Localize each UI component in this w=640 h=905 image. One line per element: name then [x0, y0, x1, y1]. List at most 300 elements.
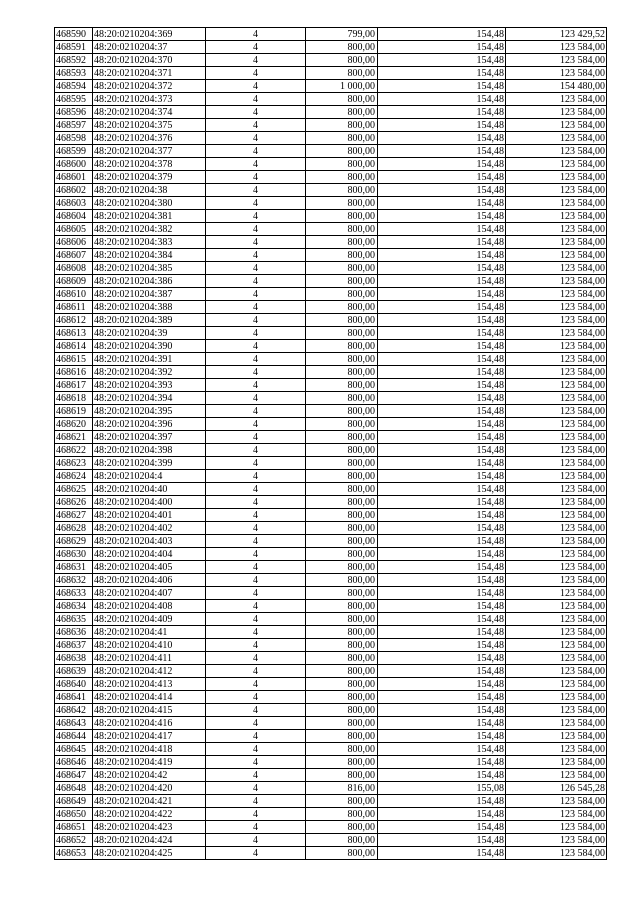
cadastral-number-cell: 48:20:0210204:398: [93, 444, 206, 457]
row-number-cell: 468623: [55, 457, 93, 470]
cadastral-number-cell: 48:20:0210204:370: [93, 54, 206, 67]
cadastral-number-cell: 48:20:0210204:41: [93, 626, 206, 639]
table-row: [55, 431, 607, 444]
group-cell: 4: [206, 93, 306, 106]
specific-value-cell: 154,48: [378, 444, 506, 457]
table-row: [55, 314, 607, 327]
row-number-cell: 468614: [55, 340, 93, 353]
row-number-cell: 468616: [55, 366, 93, 379]
cadastral-number-cell: 48:20:0210204:408: [93, 600, 206, 613]
area-cell: 800,00: [306, 249, 378, 262]
group-cell: 4: [206, 392, 306, 405]
cadastral-value-cell: 123 584,00: [506, 249, 607, 262]
table-row: [55, 470, 607, 483]
area-cell: 800,00: [306, 340, 378, 353]
row-number-cell: 468649: [55, 795, 93, 808]
group-cell: 4: [206, 210, 306, 223]
group-cell: 4: [206, 132, 306, 145]
area-cell: 800,00: [306, 119, 378, 132]
cadastral-value-cell: 123 584,00: [506, 132, 607, 145]
table-row: [55, 327, 607, 340]
cadastral-number-cell: 48:20:0210204:421: [93, 795, 206, 808]
area-cell: 800,00: [306, 470, 378, 483]
specific-value-cell: 154,48: [378, 314, 506, 327]
row-number-cell: 468635: [55, 613, 93, 626]
area-cell: 800,00: [306, 379, 378, 392]
specific-value-cell: 154,48: [378, 353, 506, 366]
specific-value-cell: 155,08: [378, 782, 506, 795]
cadastral-value-cell: 123 584,00: [506, 522, 607, 535]
row-number-cell: 468626: [55, 496, 93, 509]
cadastral-number-cell: 48:20:0210204:425: [93, 847, 206, 860]
cadastral-value-cell: 123 584,00: [506, 158, 607, 171]
specific-value-cell: 154,48: [378, 821, 506, 834]
specific-value-cell: 154,48: [378, 470, 506, 483]
group-cell: 4: [206, 717, 306, 730]
cadastral-value-cell: 123 584,00: [506, 275, 607, 288]
cadastral-value-cell: 123 584,00: [506, 704, 607, 717]
area-cell: 800,00: [306, 483, 378, 496]
group-cell: 4: [206, 418, 306, 431]
table-row: [55, 171, 607, 184]
specific-value-cell: 154,48: [378, 483, 506, 496]
row-number-cell: 468610: [55, 288, 93, 301]
specific-value-cell: 154,48: [378, 405, 506, 418]
group-cell: 4: [206, 379, 306, 392]
row-number-cell: 468637: [55, 639, 93, 652]
cadastral-number-cell: 48:20:0210204:389: [93, 314, 206, 327]
table-row: [55, 613, 607, 626]
specific-value-cell: 154,48: [378, 665, 506, 678]
specific-value-cell: 154,48: [378, 171, 506, 184]
cadastral-number-cell: 48:20:0210204:375: [93, 119, 206, 132]
row-number-cell: 468611: [55, 301, 93, 314]
table-row: [55, 262, 607, 275]
cadastral-value-cell: 123 584,00: [506, 743, 607, 756]
row-number-cell: 468606: [55, 236, 93, 249]
group-cell: 4: [206, 847, 306, 860]
table-row: [55, 730, 607, 743]
row-number-cell: 468621: [55, 431, 93, 444]
table-row: [55, 106, 607, 119]
area-cell: 800,00: [306, 93, 378, 106]
group-cell: 4: [206, 28, 306, 41]
area-cell: 800,00: [306, 587, 378, 600]
group-cell: 4: [206, 262, 306, 275]
area-cell: 800,00: [306, 678, 378, 691]
row-number-cell: 468609: [55, 275, 93, 288]
cadastral-number-cell: 48:20:0210204:424: [93, 834, 206, 847]
area-cell: 800,00: [306, 132, 378, 145]
cadastral-value-cell: 123 584,00: [506, 821, 607, 834]
row-number-cell: 468607: [55, 249, 93, 262]
group-cell: 4: [206, 704, 306, 717]
row-number-cell: 468645: [55, 743, 93, 756]
row-number-cell: 468620: [55, 418, 93, 431]
specific-value-cell: 154,48: [378, 236, 506, 249]
specific-value-cell: 154,48: [378, 522, 506, 535]
area-cell: 800,00: [306, 769, 378, 782]
cadastral-value-cell: 123 584,00: [506, 106, 607, 119]
group-cell: 4: [206, 574, 306, 587]
cadastral-value-cell: 123 584,00: [506, 600, 607, 613]
group-cell: 4: [206, 509, 306, 522]
area-cell: 800,00: [306, 535, 378, 548]
table-row: [55, 652, 607, 665]
cadastral-value-cell: 123 584,00: [506, 639, 607, 652]
table-row: [55, 639, 607, 652]
specific-value-cell: 154,48: [378, 119, 506, 132]
row-number-cell: 468598: [55, 132, 93, 145]
cadastral-number-cell: 48:20:0210204:384: [93, 249, 206, 262]
specific-value-cell: 154,48: [378, 795, 506, 808]
specific-value-cell: 154,48: [378, 678, 506, 691]
specific-value-cell: 154,48: [378, 535, 506, 548]
specific-value-cell: 154,48: [378, 223, 506, 236]
row-number-cell: 468644: [55, 730, 93, 743]
row-number-cell: 468639: [55, 665, 93, 678]
cadastral-number-cell: 48:20:0210204:423: [93, 821, 206, 834]
specific-value-cell: 154,48: [378, 587, 506, 600]
area-cell: 800,00: [306, 444, 378, 457]
table-row: [55, 275, 607, 288]
table-row: [55, 145, 607, 158]
cadastral-value-cell: 123 584,00: [506, 366, 607, 379]
cadastral-value-cell: 123 584,00: [506, 652, 607, 665]
table-row: [55, 379, 607, 392]
group-cell: 4: [206, 431, 306, 444]
group-cell: 4: [206, 405, 306, 418]
table-row: [55, 54, 607, 67]
cadastral-number-cell: 48:20:0210204:411: [93, 652, 206, 665]
table-row: [55, 223, 607, 236]
table-row: [55, 93, 607, 106]
table-row: [55, 561, 607, 574]
group-cell: 4: [206, 197, 306, 210]
area-cell: 800,00: [306, 418, 378, 431]
row-number-cell: 468618: [55, 392, 93, 405]
specific-value-cell: 154,48: [378, 548, 506, 561]
group-cell: 4: [206, 314, 306, 327]
specific-value-cell: 154,48: [378, 288, 506, 301]
group-cell: 4: [206, 54, 306, 67]
row-number-cell: 468612: [55, 314, 93, 327]
row-number-cell: 468628: [55, 522, 93, 535]
cadastral-value-cell: 123 584,00: [506, 236, 607, 249]
specific-value-cell: 154,48: [378, 691, 506, 704]
group-cell: 4: [206, 834, 306, 847]
table-row: [55, 41, 607, 54]
row-number-cell: 468633: [55, 587, 93, 600]
group-cell: 4: [206, 145, 306, 158]
specific-value-cell: 154,48: [378, 704, 506, 717]
cadastral-value-cell: 123 584,00: [506, 67, 607, 80]
cadastral-number-cell: 48:20:0210204:404: [93, 548, 206, 561]
row-number-cell: 468652: [55, 834, 93, 847]
table-row: [55, 28, 607, 41]
group-cell: 4: [206, 743, 306, 756]
cadastral-value-cell: 123 584,00: [506, 730, 607, 743]
group-cell: 4: [206, 639, 306, 652]
cadastral-value-cell: 123 584,00: [506, 561, 607, 574]
table-row: [55, 808, 607, 821]
table-row: [55, 496, 607, 509]
cadastral-number-cell: 48:20:0210204:387: [93, 288, 206, 301]
group-cell: 4: [206, 652, 306, 665]
cadastral-number-cell: 48:20:0210204:381: [93, 210, 206, 223]
cadastral-number-cell: 48:20:0210204:391: [93, 353, 206, 366]
area-cell: 800,00: [306, 821, 378, 834]
table-row: [55, 444, 607, 457]
table-row: [55, 574, 607, 587]
cadastral-number-cell: 48:20:0210204:407: [93, 587, 206, 600]
specific-value-cell: 154,48: [378, 431, 506, 444]
group-cell: 4: [206, 782, 306, 795]
specific-value-cell: 154,48: [378, 28, 506, 41]
specific-value-cell: 154,48: [378, 275, 506, 288]
area-cell: 800,00: [306, 366, 378, 379]
row-number-cell: 468625: [55, 483, 93, 496]
group-cell: 4: [206, 223, 306, 236]
cadastral-value-cell: 123 584,00: [506, 756, 607, 769]
table-row: [55, 483, 607, 496]
row-number-cell: 468602: [55, 184, 93, 197]
area-cell: 800,00: [306, 275, 378, 288]
area-cell: 800,00: [306, 223, 378, 236]
row-number-cell: 468596: [55, 106, 93, 119]
table-row: [55, 249, 607, 262]
area-cell: 800,00: [306, 548, 378, 561]
area-cell: 800,00: [306, 288, 378, 301]
group-cell: 4: [206, 41, 306, 54]
table-row: [55, 587, 607, 600]
table-row: [55, 665, 607, 678]
group-cell: 4: [206, 340, 306, 353]
specific-value-cell: 154,48: [378, 366, 506, 379]
area-cell: 800,00: [306, 314, 378, 327]
specific-value-cell: 154,48: [378, 93, 506, 106]
row-number-cell: 468593: [55, 67, 93, 80]
cadastral-number-cell: 48:20:0210204:422: [93, 808, 206, 821]
area-cell: 800,00: [306, 236, 378, 249]
area-cell: 800,00: [306, 262, 378, 275]
area-cell: 800,00: [306, 457, 378, 470]
cadastral-number-cell: 48:20:0210204:401: [93, 509, 206, 522]
row-number-cell: 468640: [55, 678, 93, 691]
cadastral-number-cell: 48:20:0210204:415: [93, 704, 206, 717]
row-number-cell: 468604: [55, 210, 93, 223]
cadastral-value-cell: 123 584,00: [506, 691, 607, 704]
area-cell: 800,00: [306, 392, 378, 405]
row-number-cell: 468634: [55, 600, 93, 613]
group-cell: 4: [206, 171, 306, 184]
table-row: [55, 457, 607, 470]
cadastral-value-cell: 123 429,52: [506, 28, 607, 41]
cadastral-number-cell: 48:20:0210204:383: [93, 236, 206, 249]
specific-value-cell: 154,48: [378, 327, 506, 340]
specific-value-cell: 154,48: [378, 561, 506, 574]
row-number-cell: 468601: [55, 171, 93, 184]
table-row: [55, 288, 607, 301]
cadastral-number-cell: 48:20:0210204:385: [93, 262, 206, 275]
row-number-cell: 468603: [55, 197, 93, 210]
row-number-cell: 468594: [55, 80, 93, 93]
cadastral-number-cell: 48:20:0210204:382: [93, 223, 206, 236]
row-number-cell: 468591: [55, 41, 93, 54]
specific-value-cell: 154,48: [378, 834, 506, 847]
row-number-cell: 468595: [55, 93, 93, 106]
row-number-cell: 468632: [55, 574, 93, 587]
cadastral-number-cell: 48:20:0210204:373: [93, 93, 206, 106]
group-cell: 4: [206, 535, 306, 548]
specific-value-cell: 154,48: [378, 392, 506, 405]
table-row: [55, 834, 607, 847]
table-row: [55, 197, 607, 210]
group-cell: 4: [206, 249, 306, 262]
group-cell: 4: [206, 119, 306, 132]
specific-value-cell: 154,48: [378, 262, 506, 275]
cadastral-value-cell: 123 584,00: [506, 93, 607, 106]
specific-value-cell: 154,48: [378, 457, 506, 470]
table-row: [55, 847, 607, 860]
cadastral-number-cell: 48:20:0210204:377: [93, 145, 206, 158]
cadastral-number-cell: 48:20:0210204:399: [93, 457, 206, 470]
group-cell: 4: [206, 522, 306, 535]
row-number-cell: 468631: [55, 561, 93, 574]
cadastral-number-cell: 48:20:0210204:372: [93, 80, 206, 93]
specific-value-cell: 154,48: [378, 639, 506, 652]
cadastral-value-cell: 123 584,00: [506, 795, 607, 808]
table-row: [55, 782, 607, 795]
specific-value-cell: 154,48: [378, 808, 506, 821]
group-cell: 4: [206, 548, 306, 561]
table-row: [55, 405, 607, 418]
cadastral-number-cell: 48:20:0210204:395: [93, 405, 206, 418]
cadastral-value-cell: 123 584,00: [506, 197, 607, 210]
table-row: [55, 132, 607, 145]
specific-value-cell: 154,48: [378, 600, 506, 613]
group-cell: 4: [206, 470, 306, 483]
specific-value-cell: 154,48: [378, 509, 506, 522]
table-row: [55, 821, 607, 834]
cadastral-number-cell: 48:20:0210204:42: [93, 769, 206, 782]
specific-value-cell: 154,48: [378, 197, 506, 210]
table-row: [55, 301, 607, 314]
table-row: [55, 158, 607, 171]
cadastral-number-cell: 48:20:0210204:388: [93, 301, 206, 314]
cadastral-number-cell: 48:20:0210204:406: [93, 574, 206, 587]
area-cell: 800,00: [306, 795, 378, 808]
cadastral-number-cell: 48:20:0210204:392: [93, 366, 206, 379]
specific-value-cell: 154,48: [378, 756, 506, 769]
area-cell: 800,00: [306, 704, 378, 717]
cadastral-number-cell: 48:20:0210204:416: [93, 717, 206, 730]
specific-value-cell: 154,48: [378, 210, 506, 223]
row-number-cell: 468613: [55, 327, 93, 340]
group-cell: 4: [206, 366, 306, 379]
group-cell: 4: [206, 769, 306, 782]
group-cell: 4: [206, 301, 306, 314]
table-row: [55, 119, 607, 132]
group-cell: 4: [206, 496, 306, 509]
group-cell: 4: [206, 106, 306, 119]
row-number-cell: 468647: [55, 769, 93, 782]
cadastral-number-cell: 48:20:0210204:417: [93, 730, 206, 743]
group-cell: 4: [206, 587, 306, 600]
area-cell: 800,00: [306, 41, 378, 54]
row-number-cell: 468642: [55, 704, 93, 717]
area-cell: 816,00: [306, 782, 378, 795]
area-cell: 800,00: [306, 106, 378, 119]
area-cell: 800,00: [306, 301, 378, 314]
group-cell: 4: [206, 613, 306, 626]
cadastral-number-cell: 48:20:0210204:39: [93, 327, 206, 340]
cadastral-value-cell: 123 584,00: [506, 119, 607, 132]
group-cell: 4: [206, 158, 306, 171]
row-number-cell: 468630: [55, 548, 93, 561]
row-number-cell: 468638: [55, 652, 93, 665]
row-number-cell: 468643: [55, 717, 93, 730]
row-number-cell: 468605: [55, 223, 93, 236]
row-number-cell: 468608: [55, 262, 93, 275]
specific-value-cell: 154,48: [378, 132, 506, 145]
cadastral-value-table: [54, 27, 607, 860]
specific-value-cell: 154,48: [378, 574, 506, 587]
row-number-cell: 468617: [55, 379, 93, 392]
cadastral-number-cell: 48:20:0210204:376: [93, 132, 206, 145]
specific-value-cell: 154,48: [378, 184, 506, 197]
cadastral-value-cell: 123 584,00: [506, 535, 607, 548]
specific-value-cell: 154,48: [378, 847, 506, 860]
table-row: [55, 509, 607, 522]
table-row: [55, 67, 607, 80]
row-number-cell: 468590: [55, 28, 93, 41]
cadastral-value-cell: 123 584,00: [506, 184, 607, 197]
area-cell: 800,00: [306, 522, 378, 535]
area-cell: 800,00: [306, 158, 378, 171]
table-row: [55, 522, 607, 535]
specific-value-cell: 154,48: [378, 496, 506, 509]
cadastral-number-cell: 48:20:0210204:37: [93, 41, 206, 54]
area-cell: 800,00: [306, 197, 378, 210]
cadastral-value-cell: 123 584,00: [506, 405, 607, 418]
row-number-cell: 468629: [55, 535, 93, 548]
table-row: [55, 353, 607, 366]
cadastral-number-cell: 48:20:0210204:409: [93, 613, 206, 626]
specific-value-cell: 154,48: [378, 769, 506, 782]
specific-value-cell: 154,48: [378, 41, 506, 54]
cadastral-value-cell: 123 584,00: [506, 54, 607, 67]
group-cell: 4: [206, 795, 306, 808]
cadastral-value-cell: 123 584,00: [506, 665, 607, 678]
cadastral-number-cell: 48:20:0210204:369: [93, 28, 206, 41]
area-cell: 1 000,00: [306, 80, 378, 93]
row-number-cell: 468619: [55, 405, 93, 418]
area-cell: 800,00: [306, 808, 378, 821]
table-row: [55, 691, 607, 704]
cadastral-value-cell: 123 584,00: [506, 301, 607, 314]
cadastral-value-cell: 123 584,00: [506, 574, 607, 587]
area-cell: 800,00: [306, 600, 378, 613]
specific-value-cell: 154,48: [378, 418, 506, 431]
cadastral-value-cell: 123 584,00: [506, 353, 607, 366]
group-cell: 4: [206, 691, 306, 704]
cadastral-value-cell: 123 584,00: [506, 509, 607, 522]
table-row: [55, 548, 607, 561]
cadastral-value-cell: 123 584,00: [506, 379, 607, 392]
table-row: [55, 366, 607, 379]
cadastral-value-cell: 123 584,00: [506, 327, 607, 340]
